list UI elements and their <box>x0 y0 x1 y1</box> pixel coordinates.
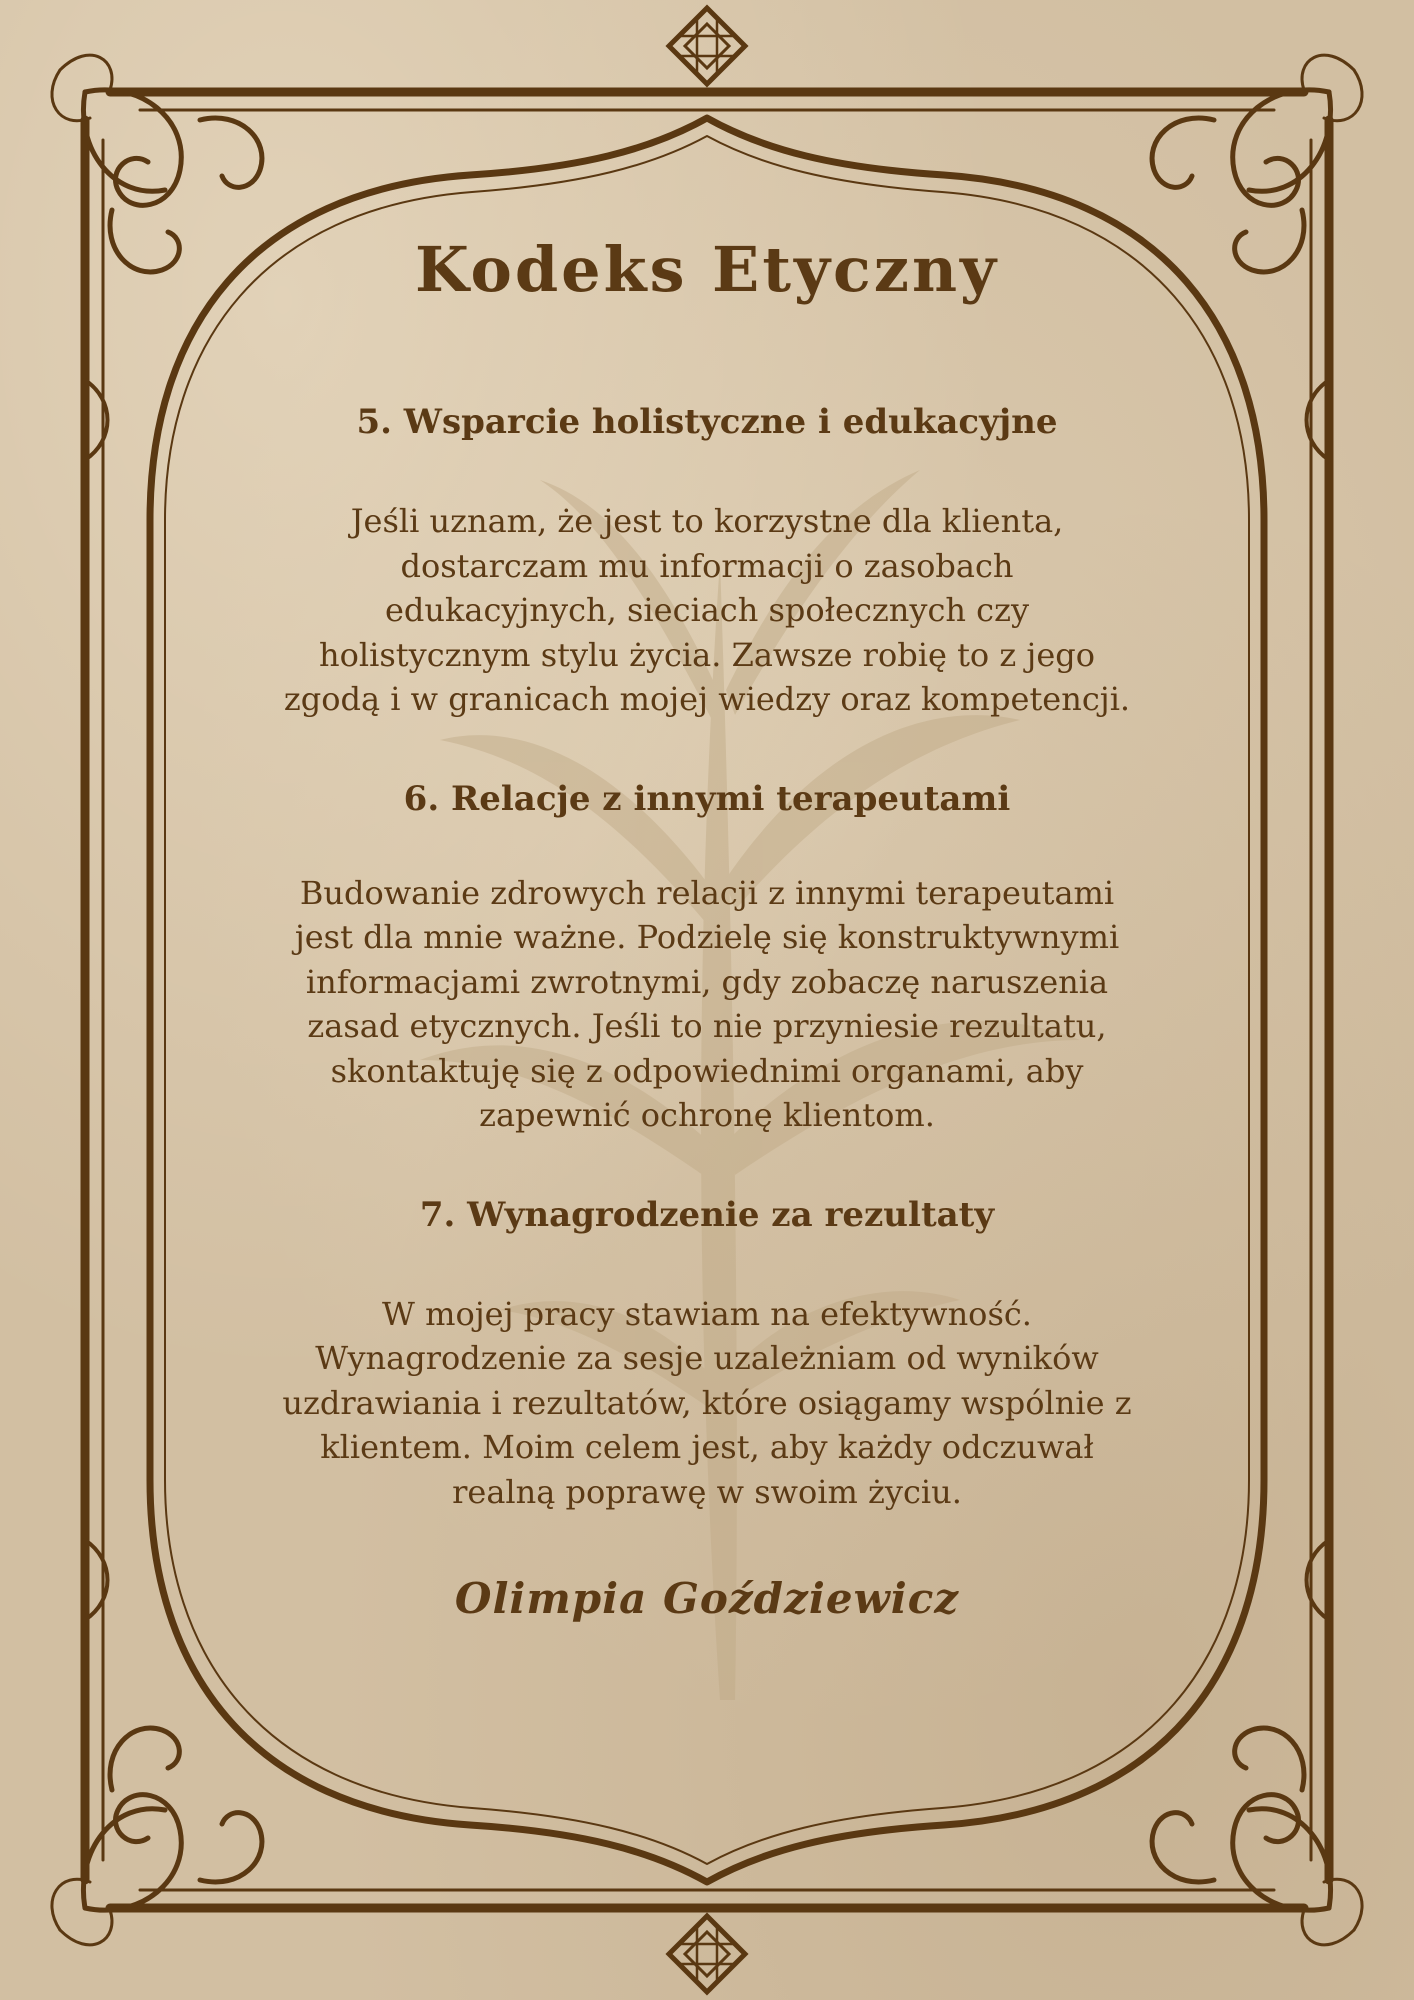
text-line: jest dla mnie ważne. Podzielę się konstruktywnymi <box>294 918 1120 956</box>
text-line: zgodą i w granicach mojej wiedzy oraz kompetencji. <box>283 680 1131 718</box>
section-7 <box>170 1193 1244 1515</box>
section-6 <box>170 777 1244 1138</box>
section-heading: 7. Wynagrodzenie za rezultaty <box>419 1194 995 1235</box>
text-line: zapewnić ochronę klientom. <box>479 1096 935 1134</box>
text-line: edukacyjnych, sieciach społecznych czy <box>384 591 1030 629</box>
signature: Olimpia Goździewicz <box>454 1574 960 1623</box>
text-line: Jeśli uznam, że jest to korzystne dla klienta, <box>350 502 1064 540</box>
text-line: realną poprawę w swoim życiu. <box>452 1472 962 1511</box>
document-content <box>170 215 1244 1623</box>
text-line: skontaktuję się z odpowiednimi organami, aby <box>330 1051 1084 1090</box>
section-5 <box>170 400 1244 722</box>
text-line: Wynagrodzenie za sesje uzależniam od wyników <box>315 1339 1099 1377</box>
section-paragraph <box>170 1292 1244 1515</box>
text-line: klientem. Moim celem jest, aby każdy odczuwał <box>320 1428 1094 1466</box>
text-line: zasad etycznych. Jeśli to nie przyniesie rezultatu, <box>307 1007 1107 1045</box>
page-title: Kodeks Etyczny <box>414 233 1000 306</box>
section-paragraph <box>170 499 1244 722</box>
section-heading: 6. Relacje z innymi terapeutami <box>403 778 1011 819</box>
text-line: holistycznym stylu życia. Zawsze robię to z jego <box>319 635 1095 674</box>
section-paragraph <box>170 871 1244 1138</box>
text-line: dostarczam mu informacji o zasobach <box>400 546 1014 585</box>
text-line: uzdrawiania i rezultatów, które osiągamy wspólnie z <box>282 1383 1132 1422</box>
text-line: Budowanie zdrowych relacji z innymi terapeutami <box>299 873 1115 912</box>
section-heading: 5. Wsparcie holistyczne i edukacyjne <box>356 402 1058 442</box>
text-line: W mojej pracy stawiam na efektywność. <box>382 1294 1032 1333</box>
celtic-knot-icon <box>669 8 745 84</box>
text-line: informacjami zwrotnymi, gdy zobaczę naruszenia <box>305 962 1109 1001</box>
